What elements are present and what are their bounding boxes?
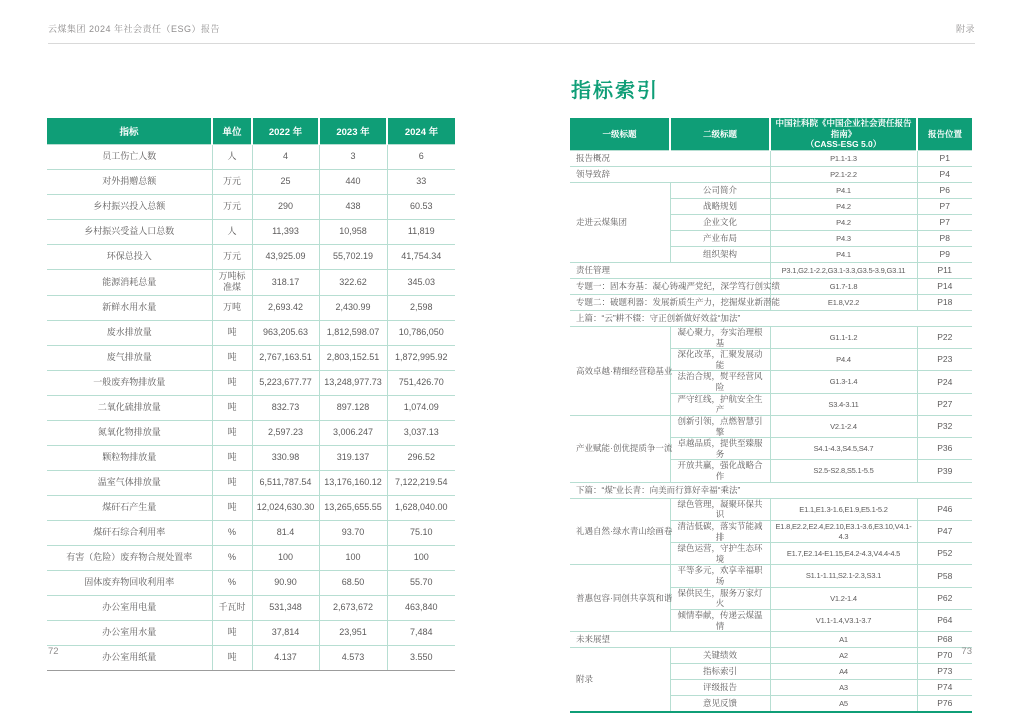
index-page: P18 bbox=[917, 294, 972, 310]
kpi-value-2022: 832.73 bbox=[252, 395, 319, 420]
kpi-row bbox=[47, 320, 455, 345]
page-header bbox=[48, 22, 975, 44]
kpi-unit: 吨 bbox=[212, 645, 252, 670]
kpi-value-2023: 2,430.99 bbox=[319, 295, 387, 320]
kpi-value-2024: 463,840 bbox=[387, 595, 455, 620]
kpi-header-row bbox=[47, 118, 455, 145]
kpi-indicator: 对外捐赠总额 bbox=[47, 170, 212, 195]
index-cass: S1.1-1.11,S2.1-2.3,S3.1 bbox=[770, 565, 917, 587]
kpi-table-body bbox=[47, 145, 455, 670]
kpi-value-2024: 1,074.09 bbox=[387, 395, 455, 420]
index-row bbox=[570, 166, 972, 182]
index-title: 指标索引 bbox=[571, 80, 659, 102]
index-col-cass-line1: 中国社科院《中国企业社会责任报告指南》 bbox=[775, 118, 912, 139]
kpi-value-2023: 4.573 bbox=[319, 645, 387, 670]
index-page: P4 bbox=[917, 166, 972, 182]
index-cass: E1.8,E2.2,E2.4,E2.10,E3.1-3.6,E3.10,V4.1-4.3 bbox=[770, 520, 917, 542]
kpi-indicator: 废气排放量 bbox=[47, 345, 212, 370]
kpi-indicator: 二氧化硫排放量 bbox=[47, 395, 212, 420]
kpi-unit: 千瓦时 bbox=[212, 595, 252, 620]
index-cass: V1.1-1.4,V3.1-3.7 bbox=[770, 609, 917, 631]
index-page: P62 bbox=[917, 587, 972, 609]
index-cass: A2 bbox=[770, 648, 917, 664]
kpi-value-2024: 10,786,050 bbox=[387, 320, 455, 345]
index-page: P74 bbox=[917, 680, 972, 696]
index-col-level2: 二级标题 bbox=[670, 118, 770, 150]
kpi-value-2024: 3,037.13 bbox=[387, 420, 455, 445]
index-page: P64 bbox=[917, 609, 972, 631]
kpi-row bbox=[47, 645, 455, 670]
index-level2: 平等多元，欢享幸福职场 bbox=[670, 565, 770, 587]
kpi-row bbox=[47, 470, 455, 495]
index-page: P70 bbox=[917, 648, 972, 664]
index-level2: 开放共赢，强化战略合作 bbox=[670, 460, 770, 482]
kpi-unit: 吨 bbox=[212, 345, 252, 370]
kpi-value-2023: 3,006.247 bbox=[319, 420, 387, 445]
index-level1: 责任管理 bbox=[570, 262, 770, 278]
kpi-value-2023: 2,673,672 bbox=[319, 595, 387, 620]
index-level2: 创新引领，点燃智慧引擎 bbox=[670, 415, 770, 437]
kpi-value-2024: 6 bbox=[387, 145, 455, 170]
index-level2: 战略规划 bbox=[670, 198, 770, 214]
kpi-col-unit: 单位 bbox=[212, 118, 252, 145]
index-table-body bbox=[570, 150, 972, 711]
index-header-row bbox=[570, 118, 972, 150]
kpi-value-2022: 963,205.63 bbox=[252, 320, 319, 345]
index-cass: A3 bbox=[770, 680, 917, 696]
index-row bbox=[570, 182, 972, 198]
index-row bbox=[570, 294, 972, 310]
index-level2: 指标索引 bbox=[670, 664, 770, 680]
kpi-indicator: 固体废弃物回收利用率 bbox=[47, 570, 212, 595]
index-level1: 附录 bbox=[570, 648, 670, 712]
kpi-row bbox=[47, 220, 455, 245]
kpi-value-2023: 23,951 bbox=[319, 620, 387, 645]
index-page: P73 bbox=[917, 664, 972, 680]
index-table bbox=[570, 118, 972, 713]
kpi-indicator: 煤矸石综合利用率 bbox=[47, 520, 212, 545]
kpi-value-2024: 1,872,995.92 bbox=[387, 345, 455, 370]
index-cass: G1.7-1.8 bbox=[770, 278, 917, 294]
kpi-indicator: 一般废弃物排放量 bbox=[47, 370, 212, 395]
index-cass: E1.8,V2.2 bbox=[770, 294, 917, 310]
index-level2: 保供民生，服务万家灯火 bbox=[670, 587, 770, 609]
index-cass: A4 bbox=[770, 664, 917, 680]
kpi-unit: % bbox=[212, 545, 252, 570]
kpi-row bbox=[47, 270, 455, 296]
kpi-unit: % bbox=[212, 520, 252, 545]
index-level1: 领导致辞 bbox=[570, 166, 770, 182]
index-cass: P3.1,G2.1-2.2,G3.1-3.3,G3.5-3.9,G3.11 bbox=[770, 262, 917, 278]
index-page: P39 bbox=[917, 460, 972, 482]
kpi-value-2022: 81.4 bbox=[252, 520, 319, 545]
kpi-value-2022: 2,693.42 bbox=[252, 295, 319, 320]
kpi-indicator: 能源消耗总量 bbox=[47, 270, 212, 296]
kpi-row bbox=[47, 570, 455, 595]
header-report-title: 云煤集团 2024 年社会责任（ESG）报告 bbox=[48, 24, 221, 34]
index-page: P9 bbox=[917, 246, 972, 262]
kpi-indicator: 新鲜水用水量 bbox=[47, 295, 212, 320]
index-level2: 产业布局 bbox=[670, 230, 770, 246]
kpi-value-2023: 100 bbox=[319, 545, 387, 570]
index-level2: 深化改革，汇聚发展动能 bbox=[670, 349, 770, 371]
kpi-row bbox=[47, 420, 455, 445]
kpi-value-2024: 296.52 bbox=[387, 445, 455, 470]
kpi-value-2022: 4 bbox=[252, 145, 319, 170]
kpi-col-2022: 2022 年 bbox=[252, 118, 319, 145]
kpi-value-2022: 11,393 bbox=[252, 220, 319, 245]
kpi-indicator: 温室气体排放量 bbox=[47, 470, 212, 495]
page-number-left: 72 bbox=[48, 646, 59, 657]
index-col-level1: 一级标题 bbox=[570, 118, 670, 150]
index-cass: A5 bbox=[770, 696, 917, 712]
kpi-col-indicator: 指标 bbox=[47, 118, 212, 145]
index-cass: S3.4-3.11 bbox=[770, 393, 917, 415]
kpi-indicator: 颗粒物排放量 bbox=[47, 445, 212, 470]
kpi-row bbox=[47, 245, 455, 270]
index-cass: P1.1-1.3 bbox=[770, 150, 917, 166]
index-page: P24 bbox=[917, 371, 972, 393]
kpi-row bbox=[47, 445, 455, 470]
kpi-value-2024: 2,598 bbox=[387, 295, 455, 320]
index-page: P22 bbox=[917, 326, 972, 348]
index-page: P14 bbox=[917, 278, 972, 294]
kpi-value-2023: 10,958 bbox=[319, 220, 387, 245]
kpi-value-2022: 25 bbox=[252, 170, 319, 195]
kpi-value-2023: 13,265,655.55 bbox=[319, 495, 387, 520]
kpi-value-2022: 330.98 bbox=[252, 445, 319, 470]
kpi-value-2024: 55.70 bbox=[387, 570, 455, 595]
index-page: P6 bbox=[917, 182, 972, 198]
kpi-value-2022: 43,925.09 bbox=[252, 245, 319, 270]
index-cass: G1.3-1.4 bbox=[770, 371, 917, 393]
header-section-label: 附录 bbox=[955, 24, 975, 34]
kpi-value-2022: 290 bbox=[252, 195, 319, 220]
kpi-indicator: 废水排放量 bbox=[47, 320, 212, 345]
index-section-row bbox=[570, 482, 972, 498]
kpi-value-2022: 37,814 bbox=[252, 620, 319, 645]
kpi-value-2024: 41,754.34 bbox=[387, 245, 455, 270]
kpi-unit: 万元 bbox=[212, 170, 252, 195]
index-row bbox=[570, 415, 972, 437]
page-number-right: 73 bbox=[961, 646, 972, 657]
index-page: P11 bbox=[917, 262, 972, 278]
kpi-row bbox=[47, 195, 455, 220]
kpi-value-2023: 897.128 bbox=[319, 395, 387, 420]
kpi-unit: 吨 bbox=[212, 420, 252, 445]
index-level2: 企业文化 bbox=[670, 214, 770, 230]
index-cass: S4.1-4.3,S4.5,S4.7 bbox=[770, 438, 917, 460]
kpi-unit: 人 bbox=[212, 220, 252, 245]
index-page: P58 bbox=[917, 565, 972, 587]
kpi-unit: 万吨 bbox=[212, 295, 252, 320]
kpi-value-2023: 55,702.19 bbox=[319, 245, 387, 270]
kpi-indicator: 乡村振兴受益人口总数 bbox=[47, 220, 212, 245]
index-page: P23 bbox=[917, 349, 972, 371]
kpi-value-2023: 438 bbox=[319, 195, 387, 220]
kpi-indicator: 煤矸石产生量 bbox=[47, 495, 212, 520]
kpi-value-2022: 318.17 bbox=[252, 270, 319, 296]
kpi-indicator: 办公室用水量 bbox=[47, 620, 212, 645]
index-col-cass bbox=[770, 118, 917, 150]
index-section-row bbox=[570, 310, 972, 326]
kpi-unit: 吨 bbox=[212, 495, 252, 520]
kpi-col-2023: 2023 年 bbox=[319, 118, 387, 145]
index-level1: 礼遇自然·绿水青山绘画卷 bbox=[570, 498, 670, 565]
index-page: P7 bbox=[917, 198, 972, 214]
index-cass: E1.1,E1.3-1.6,E1.9,E5.1-5.2 bbox=[770, 498, 917, 520]
kpi-unit: 吨 bbox=[212, 370, 252, 395]
kpi-unit: 万吨标准煤 bbox=[212, 270, 252, 296]
kpi-value-2023: 13,248,977.73 bbox=[319, 370, 387, 395]
index-level2: 严守红线，护航安全生产 bbox=[670, 393, 770, 415]
index-level2: 意见反馈 bbox=[670, 696, 770, 712]
kpi-indicator: 环保总投入 bbox=[47, 245, 212, 270]
index-row bbox=[570, 278, 972, 294]
kpi-value-2023: 1,812,598.07 bbox=[319, 320, 387, 345]
index-page: P68 bbox=[917, 632, 972, 648]
kpi-indicator: 办公室用纸量 bbox=[47, 645, 212, 670]
index-page: P27 bbox=[917, 393, 972, 415]
index-row bbox=[570, 648, 972, 664]
index-cass: P4.3 bbox=[770, 230, 917, 246]
index-level2: 关键绩效 bbox=[670, 648, 770, 664]
index-section-title: 下篇：“煤”业长青：向美而行算好幸福“乘法” bbox=[570, 482, 972, 498]
index-level1: 专题二：破题利器：发展新质生产力，挖掘煤业新潜能 bbox=[570, 294, 770, 310]
kpi-value-2024: 3.550 bbox=[387, 645, 455, 670]
kpi-indicator: 乡村振兴投入总额 bbox=[47, 195, 212, 220]
kpi-col-2024: 2024 年 bbox=[387, 118, 455, 145]
index-page: P32 bbox=[917, 415, 972, 437]
index-page: P47 bbox=[917, 520, 972, 542]
kpi-value-2023: 322.62 bbox=[319, 270, 387, 296]
index-level2: 卓越品质，提供至臻服务 bbox=[670, 438, 770, 460]
kpi-value-2024: 33 bbox=[387, 170, 455, 195]
kpi-value-2022: 531,348 bbox=[252, 595, 319, 620]
index-col-position: 报告位置 bbox=[917, 118, 972, 150]
kpi-table bbox=[47, 118, 455, 671]
index-row bbox=[570, 326, 972, 348]
kpi-indicator: 有害（危险）废弃物合规处置率 bbox=[47, 545, 212, 570]
index-page: P46 bbox=[917, 498, 972, 520]
index-row bbox=[570, 565, 972, 587]
index-level1: 报告概况 bbox=[570, 150, 770, 166]
kpi-value-2022: 2,597.23 bbox=[252, 420, 319, 445]
index-level1: 普惠包容·同创共享筑和谐 bbox=[570, 565, 670, 632]
kpi-value-2022: 100 bbox=[252, 545, 319, 570]
kpi-value-2022: 90.90 bbox=[252, 570, 319, 595]
index-page: P76 bbox=[917, 696, 972, 712]
index-level2: 倾情奉献，传递云煤温情 bbox=[670, 609, 770, 631]
kpi-value-2022: 5,223,677.77 bbox=[252, 370, 319, 395]
kpi-unit: 吨 bbox=[212, 470, 252, 495]
index-cass: V2.1-2.4 bbox=[770, 415, 917, 437]
kpi-value-2023: 319.137 bbox=[319, 445, 387, 470]
index-level1: 专题一：固本夯基：凝心铸魂严党纪，深学笃行创实绩 bbox=[570, 278, 770, 294]
kpi-indicator: 办公室用电量 bbox=[47, 595, 212, 620]
kpi-value-2024: 7,122,219.54 bbox=[387, 470, 455, 495]
index-page: P36 bbox=[917, 438, 972, 460]
index-level2: 绿色运营，守护生态环境 bbox=[670, 543, 770, 565]
kpi-row bbox=[47, 595, 455, 620]
kpi-row bbox=[47, 520, 455, 545]
kpi-row bbox=[47, 545, 455, 570]
kpi-value-2024: 1,628,040.00 bbox=[387, 495, 455, 520]
kpi-value-2024: 751,426.70 bbox=[387, 370, 455, 395]
kpi-value-2024: 345.03 bbox=[387, 270, 455, 296]
kpi-row bbox=[47, 145, 455, 170]
kpi-value-2024: 7,484 bbox=[387, 620, 455, 645]
kpi-value-2022: 4.137 bbox=[252, 645, 319, 670]
kpi-row bbox=[47, 295, 455, 320]
kpi-unit: % bbox=[212, 570, 252, 595]
index-cass: E1.7,E2.14-E1.15,E4.2-4.3,V4.4-4.5 bbox=[770, 543, 917, 565]
index-cass: S2.5-S2.8,S5.1-5.5 bbox=[770, 460, 917, 482]
kpi-row bbox=[47, 370, 455, 395]
index-page: P52 bbox=[917, 543, 972, 565]
kpi-value-2022: 12,024,630.30 bbox=[252, 495, 319, 520]
index-page: P7 bbox=[917, 214, 972, 230]
kpi-value-2023: 68.50 bbox=[319, 570, 387, 595]
index-cass: V1.2-1.4 bbox=[770, 587, 917, 609]
index-row bbox=[570, 498, 972, 520]
kpi-value-2022: 6,511,787.54 bbox=[252, 470, 319, 495]
index-row bbox=[570, 262, 972, 278]
index-cass: A1 bbox=[770, 632, 917, 648]
index-page: P8 bbox=[917, 230, 972, 246]
kpi-unit: 吨 bbox=[212, 445, 252, 470]
kpi-indicator: 氮氧化物排放量 bbox=[47, 420, 212, 445]
index-row bbox=[570, 150, 972, 166]
index-level2: 评级报告 bbox=[670, 680, 770, 696]
kpi-value-2023: 3 bbox=[319, 145, 387, 170]
index-row bbox=[570, 632, 972, 648]
index-level2: 清洁低碳，落实节能减排 bbox=[670, 520, 770, 542]
kpi-row bbox=[47, 170, 455, 195]
kpi-unit: 万元 bbox=[212, 245, 252, 270]
kpi-unit: 吨 bbox=[212, 320, 252, 345]
kpi-indicator: 员工伤亡人数 bbox=[47, 145, 212, 170]
kpi-value-2024: 60.53 bbox=[387, 195, 455, 220]
index-cass: P4.2 bbox=[770, 214, 917, 230]
index-level2: 凝心聚力，夯实治理根基 bbox=[670, 326, 770, 348]
kpi-value-2024: 75.10 bbox=[387, 520, 455, 545]
kpi-value-2023: 13,176,160.12 bbox=[319, 470, 387, 495]
kpi-value-2024: 11,819 bbox=[387, 220, 455, 245]
kpi-value-2024: 100 bbox=[387, 545, 455, 570]
index-col-cass-line2: （CASS-ESG 5.0） bbox=[805, 139, 882, 150]
index-page: P1 bbox=[917, 150, 972, 166]
kpi-unit: 人 bbox=[212, 145, 252, 170]
index-cass: G1.1-1.2 bbox=[770, 326, 917, 348]
kpi-value-2023: 2,803,152.51 bbox=[319, 345, 387, 370]
index-level2: 绿色管理，凝聚环保共识 bbox=[670, 498, 770, 520]
index-cass: P4.2 bbox=[770, 198, 917, 214]
index-cass: P4.4 bbox=[770, 349, 917, 371]
index-cass: P4.1 bbox=[770, 246, 917, 262]
index-level1: 未来展望 bbox=[570, 632, 770, 648]
index-level2: 公司简介 bbox=[670, 182, 770, 198]
kpi-row bbox=[47, 395, 455, 420]
index-cass: P2.1-2.2 bbox=[770, 166, 917, 182]
index-cass: P4.1 bbox=[770, 182, 917, 198]
kpi-value-2023: 440 bbox=[319, 170, 387, 195]
kpi-row bbox=[47, 345, 455, 370]
index-level2: 法治合规，熨平经营风险 bbox=[670, 371, 770, 393]
index-section-title: 上篇：“云”耕不辍：守正创新做好效益“加法” bbox=[570, 310, 972, 326]
kpi-row bbox=[47, 620, 455, 645]
index-level1: 产业赋能·创优提质争一流 bbox=[570, 415, 670, 482]
kpi-value-2022: 2,767,163.51 bbox=[252, 345, 319, 370]
index-level1: 走进云煤集团 bbox=[570, 182, 670, 262]
kpi-value-2023: 93.70 bbox=[319, 520, 387, 545]
index-level2: 组织架构 bbox=[670, 246, 770, 262]
kpi-unit: 吨 bbox=[212, 620, 252, 645]
kpi-unit: 吨 bbox=[212, 395, 252, 420]
index-level1: 高效卓越·精细经营稳基业 bbox=[570, 326, 670, 415]
kpi-unit: 万元 bbox=[212, 195, 252, 220]
kpi-row bbox=[47, 495, 455, 520]
